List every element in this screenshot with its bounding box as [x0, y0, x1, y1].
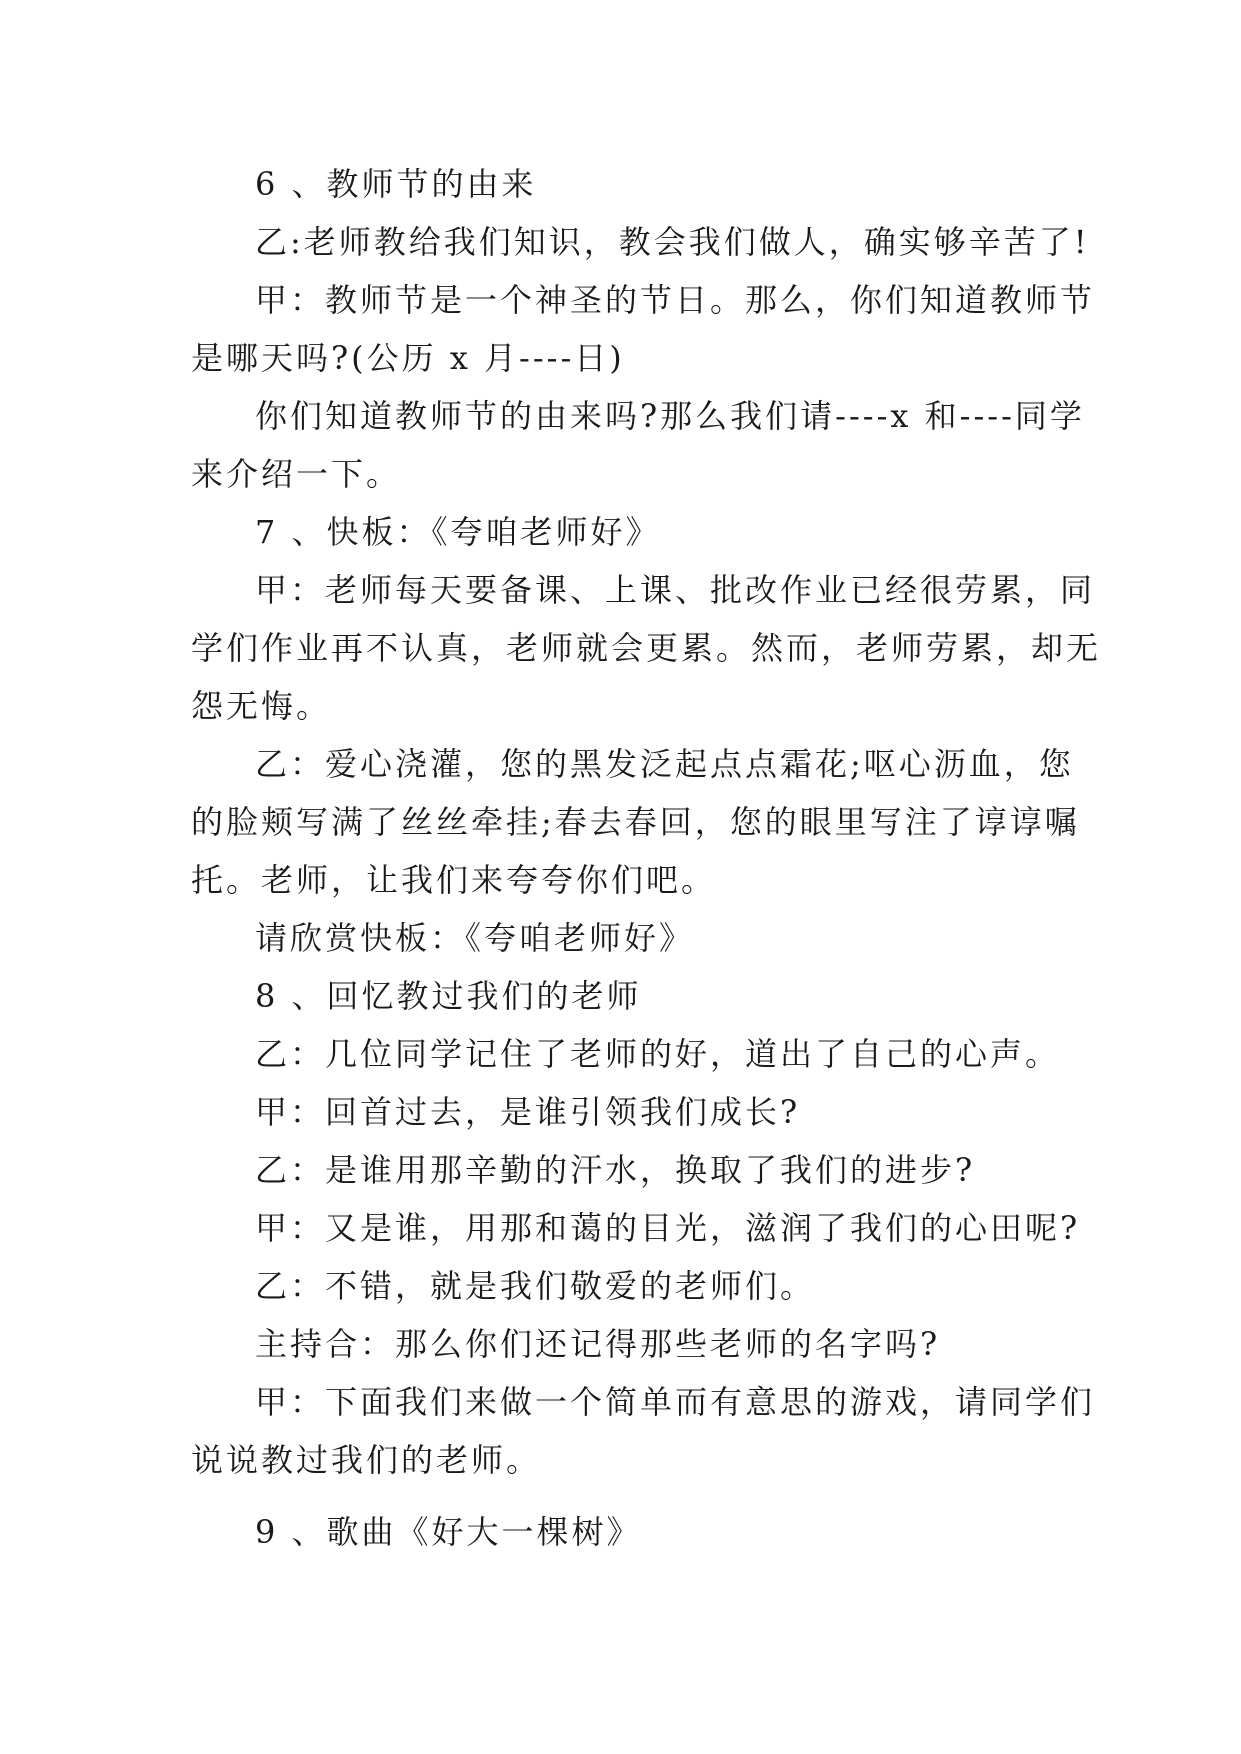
- paragraph-line: 托。老师，让我们来夸夸你们吧。: [191, 861, 717, 899]
- paragraph-line: 甲：老师每天要备课、上课、批改作业已经很劳累，同: [255, 571, 1096, 609]
- section-heading-7: 7 、快板：《夸咱老师好》: [255, 513, 661, 551]
- paragraph-line: 甲：又是谁，用那和蔼的目光，滋润了我们的心田呢?: [255, 1209, 1081, 1247]
- paragraph-line: 甲：教师节是一个神圣的节日。那么，你们知道教师节: [255, 281, 1096, 319]
- paragraph-line: 是哪天吗?(公历 x 月----日): [191, 339, 625, 377]
- paragraph-line: 学们作业再不认真，老师就会更累。然而，老师劳累，却无: [191, 629, 1102, 667]
- paragraph-line: 主持合：那么你们还记得那些老师的名字吗?: [255, 1325, 941, 1363]
- section-heading-9: 9 、歌曲《好大一棵树》: [255, 1513, 642, 1551]
- paragraph-line: 说说教过我们的老师。: [191, 1441, 542, 1479]
- section-heading-6: 6 、教师节的由来: [255, 165, 537, 203]
- paragraph-line: 的脸颊写满了丝丝牵挂;春去春回，您的眼里写注了谆谆嘱: [191, 803, 1080, 841]
- paragraph-line: 乙：不错，就是我们敬爱的老师们。: [255, 1267, 816, 1305]
- paragraph-line: 你们知道教师节的由来吗?那么我们请----x 和----同学: [255, 397, 1085, 435]
- paragraph-line: 甲：回首过去，是谁引领我们成长?: [255, 1093, 801, 1131]
- paragraph-line: 来介绍一下。: [191, 455, 402, 493]
- paragraph-line: 甲：下面我们来做一个简单而有意思的游戏，请同学们: [255, 1383, 1096, 1421]
- paragraph-line: 乙：是谁用那辛勤的汗水，换取了我们的进步?: [255, 1151, 976, 1189]
- paragraph-line: 乙：几位同学记住了老师的好，道出了自己的心声。: [255, 1035, 1061, 1073]
- paragraph-line: 乙:老师教给我们知识，教会我们做人，确实够辛苦了!: [255, 223, 1090, 261]
- section-heading-8: 8 、回忆教过我们的老师: [255, 977, 642, 1015]
- paragraph-line: 请欣赏快板：《夸咱老师好》: [255, 919, 695, 957]
- paragraph-line: 乙：爱心浇灌，您的黑发泛起点点霜花;呕心沥血，您: [255, 745, 1074, 783]
- paragraph-line: 怨无悔。: [191, 687, 332, 725]
- document-body: [191, 155, 1102, 1561]
